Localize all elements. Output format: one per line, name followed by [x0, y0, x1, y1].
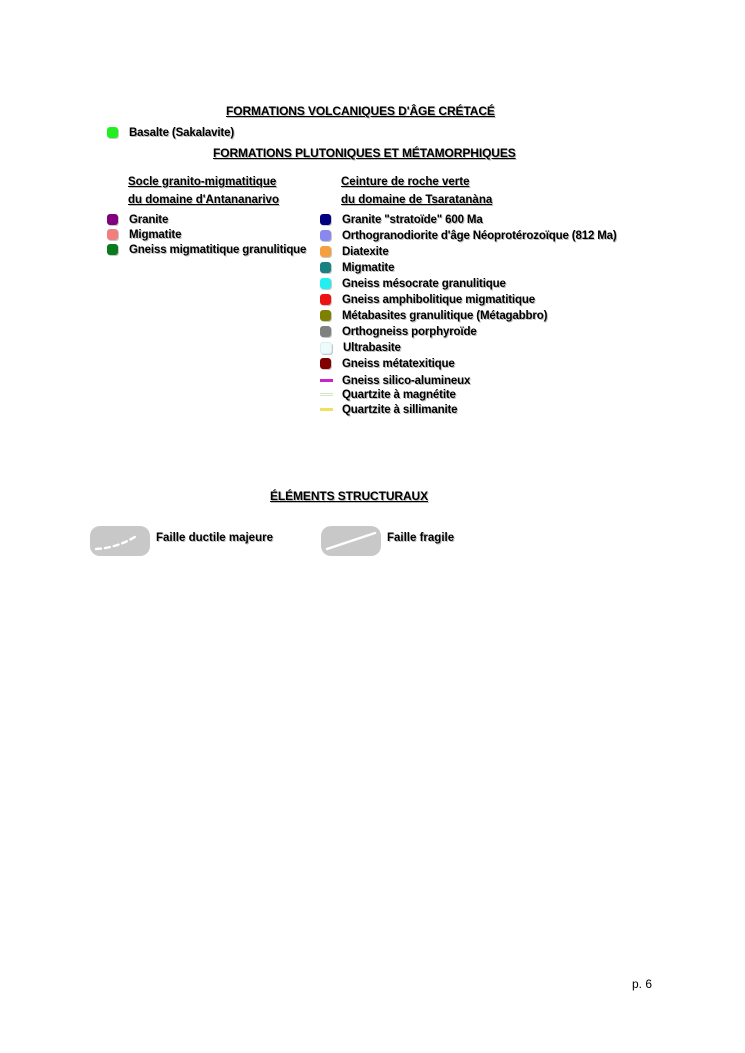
- left-heading-line2: du domaine d'Antananarivo: [128, 194, 279, 206]
- granite-stratoide-swatch: [320, 214, 331, 225]
- legend-item-diatexite: [320, 244, 389, 259]
- granite-swatch: [107, 214, 118, 225]
- gneiss-migmatitique-swatch: [107, 244, 118, 255]
- legend-label: Gneiss silico-alumineux: [342, 374, 471, 387]
- right-column-heading: [341, 173, 492, 209]
- legend-item-ultrabasite: [320, 340, 401, 355]
- legend-label: Diatexite: [342, 245, 389, 258]
- basalte-swatch: [107, 127, 118, 138]
- legend-label: Orthogneiss porphyroïde: [342, 325, 477, 338]
- legend-item-orthogneiss: [320, 324, 477, 339]
- legend-item-gneiss-migmatitique: [107, 242, 306, 257]
- legend-label: Métabasites granulitique (Métagabbro): [342, 309, 548, 322]
- solid-fault-icon: [321, 526, 381, 556]
- legend-label: Orthogranodiorite d'âge Néoprotérozoïque (812 Ma): [342, 229, 617, 242]
- legend-label: Basalte (Sakalavite): [129, 126, 235, 139]
- faille-fragile-label: Faille fragile: [387, 532, 455, 544]
- legend-label: Gneiss amphibolitique migmatitique: [342, 293, 535, 306]
- legend-label: Migmatite: [129, 228, 182, 241]
- legend-label: Ultrabasite: [343, 341, 401, 354]
- legend-item-migmatite-right: [320, 260, 394, 275]
- double-line-icon: [320, 393, 333, 396]
- legend-item-gneiss-amphibolitique: [320, 292, 535, 307]
- legend-item-metabasites: [320, 308, 547, 323]
- legend-line-quartzite-sillimanite: [320, 402, 457, 417]
- legend-item-gneiss-metatexitique: [320, 356, 455, 371]
- dashed-fault-icon: [90, 526, 150, 556]
- right-heading-line1: Ceinture de roche verte: [341, 176, 470, 188]
- gneiss-amphibolitique-swatch: [320, 294, 331, 305]
- orthogneiss-swatch: [320, 326, 331, 337]
- migmatite-swatch: [107, 229, 118, 240]
- right-heading-line2: du domaine de Tsaratanàna: [341, 194, 493, 206]
- gneiss-metatexitique-swatch: [320, 358, 331, 369]
- yellow-line-icon: [320, 408, 333, 411]
- legend-label: Quartzite à magnétite: [342, 388, 456, 401]
- faille-ductile-label: Faille ductile majeure: [156, 532, 273, 544]
- left-column-heading: [128, 173, 279, 209]
- legend-label: Granite "stratoïde" 600 Ma: [342, 213, 483, 226]
- orthogranodiorite-swatch: [320, 230, 331, 241]
- metabasites-swatch: [320, 310, 331, 321]
- legend-label: Gneiss mésocrate granulitique: [342, 277, 506, 290]
- volcanic-title: FORMATIONS VOLCANIQUES D'ÂGE CRÉTACÉ: [226, 104, 495, 118]
- legend-label: Migmatite: [342, 261, 395, 274]
- legend-item-migmatite: [107, 227, 181, 242]
- diatexite-swatch: [320, 246, 331, 257]
- legend-item-granite-stratoide: [320, 212, 483, 227]
- page-number: p. 6: [632, 977, 653, 991]
- left-heading-line1: Socle granito-migmatitique: [128, 176, 277, 188]
- magenta-line-icon: [320, 379, 333, 382]
- migmatite-right-swatch: [320, 262, 331, 273]
- legend-item-granite: [107, 212, 168, 227]
- plutonic-title: FORMATIONS PLUTONIQUES ET MÉTAMORPHIQUES: [213, 146, 516, 160]
- legend-label: Gneiss migmatitique granulitique: [129, 243, 307, 256]
- gneiss-mesocrate-swatch: [320, 278, 331, 289]
- legend-item-gneiss-mesocrate: [320, 276, 506, 291]
- legend-line-quartzite-magnetite: [320, 387, 456, 402]
- structural-title: ÉLÉMENTS STRUCTURAUX: [270, 489, 429, 503]
- legend-item-basalte: [107, 125, 234, 140]
- legend-label: Quartzite à sillimanite: [342, 403, 458, 416]
- legend-line-gneiss-silico: [320, 373, 470, 388]
- ultrabasite-swatch: [320, 342, 332, 354]
- legend-label: Granite: [129, 213, 169, 226]
- legend-label: Gneiss métatexitique: [342, 357, 455, 370]
- legend-item-orthogranodiorite: [320, 228, 617, 243]
